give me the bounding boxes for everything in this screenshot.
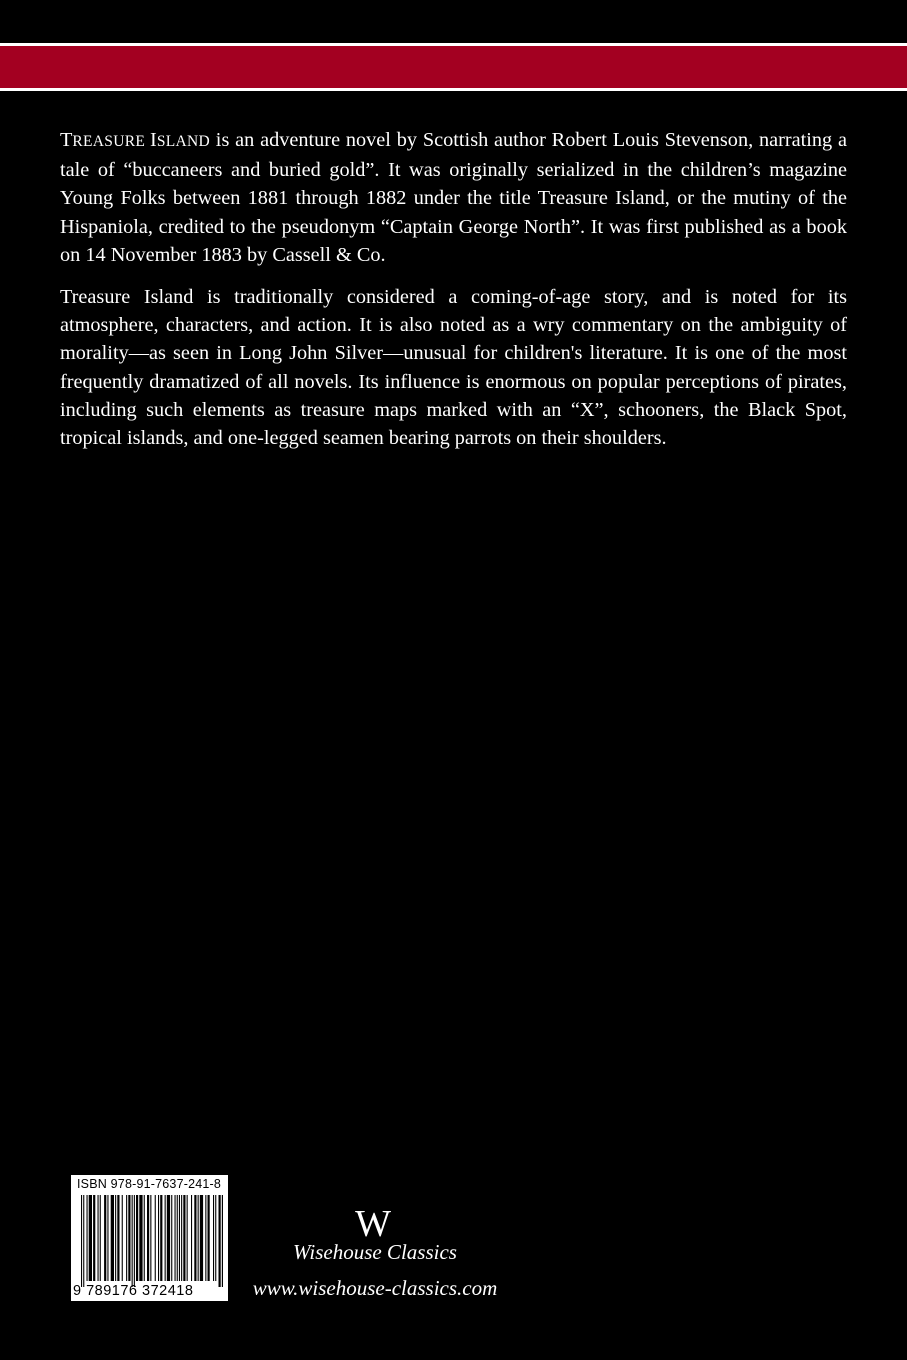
title-small-caps-reasure: REASURE <box>72 133 151 150</box>
barcode-bar <box>181 1195 182 1281</box>
publisher-name: Wisehouse Classics <box>293 1240 457 1264</box>
barcode-bar <box>213 1195 214 1281</box>
header-red-band <box>0 46 907 88</box>
barcode-bar <box>208 1195 210 1281</box>
barcode-bar <box>87 1195 88 1281</box>
title-small-caps-t: T <box>60 129 73 151</box>
blurb-paragraph-2: Treasure Island is traditionally considered a coming-of-age story, and is noted for its atmosphere, characters, and action. It is also noted as a wry commentary on the ambiguity of morality—as seen in Long John Silver—unusual for children's literature. It is one of the most frequently dramatized of all novels. Its influence is enormous on popular perceptions of pirates, including such elements as treasure maps marked with an “X”, schooners, the Black Spot, tropical islands, and one-legged seamen bearing parrots on their shoulders. <box>60 286 847 450</box>
barcode-bar <box>177 1195 178 1281</box>
barcode-bar <box>122 1195 123 1281</box>
barcode-bar <box>144 1195 145 1281</box>
barcode-bar <box>100 1195 101 1281</box>
barcode-bar <box>134 1195 135 1287</box>
title-small-caps-i: I <box>150 129 157 151</box>
barcode-bar <box>93 1195 95 1281</box>
barcode-bar <box>160 1195 162 1281</box>
barcode-bar <box>155 1195 156 1281</box>
blurb-paragraph-1-body: is an adventure novel by Scottish author Robert Louis Stevenson, narrating a tale of “buccaneers and buried gold”. It was originally serialized in the children’s magazine Young Folks between 1881 through 1882 under the title Treasure Island, or the mutiny of the Hispaniola, credited to the pseudonym “Captain George North”. It was first published as a book on 14 November 1883 by Cassell & Co. <box>60 129 847 266</box>
barcode-bar <box>219 1195 221 1287</box>
barcode-bar <box>183 1195 185 1281</box>
barcode-bar <box>126 1195 127 1281</box>
header-band-bottom-line <box>0 88 907 91</box>
barcode-bar <box>200 1195 203 1281</box>
barcode-bar <box>165 1195 166 1281</box>
publisher-url: www.wisehouse-classics.com <box>252 1276 498 1300</box>
barcode-bar <box>175 1195 176 1281</box>
isbn-barcode <box>69 1173 230 1303</box>
isbn-label: ISBN 978-91-7637-241-8 <box>77 1177 222 1191</box>
barcode-bar <box>179 1195 180 1281</box>
barcode-digits: 9 789176 372418 <box>73 1283 194 1299</box>
barcode-bar <box>187 1195 188 1281</box>
barcode-bar <box>215 1195 216 1281</box>
title-small-caps-sland: SLAND <box>156 133 210 150</box>
wisehouse-w-logo-icon <box>345 1202 401 1242</box>
barcode-bar <box>98 1195 99 1281</box>
barcode-bars <box>81 1195 223 1287</box>
barcode-bar <box>205 1195 206 1281</box>
barcode-bar <box>191 1195 192 1281</box>
blurb-paragraph-1 <box>60 126 847 269</box>
barcode-bar <box>150 1195 151 1281</box>
barcode-bar <box>222 1195 223 1287</box>
barcode-bar <box>132 1195 133 1287</box>
barcode-bar <box>81 1195 82 1287</box>
barcode-bar <box>198 1195 199 1281</box>
barcode-bar <box>115 1195 116 1281</box>
barcode-bar <box>89 1195 92 1281</box>
barcode-bar <box>167 1195 170 1281</box>
barcode-bar <box>194 1195 196 1281</box>
barcode-bar <box>111 1195 114 1281</box>
barcode-bar <box>139 1195 142 1281</box>
barcode-bar <box>83 1195 84 1287</box>
barcode-bar <box>171 1195 172 1281</box>
barcode-bar <box>104 1195 106 1281</box>
back-cover-blurb <box>60 126 847 466</box>
svg-text:W: W <box>355 1203 391 1242</box>
barcode-bar <box>158 1195 159 1281</box>
barcode-bar <box>117 1195 119 1281</box>
barcode-bar <box>136 1195 138 1281</box>
barcode-bar <box>128 1195 130 1281</box>
barcode-bar <box>107 1195 108 1281</box>
barcode-bar <box>147 1195 149 1281</box>
